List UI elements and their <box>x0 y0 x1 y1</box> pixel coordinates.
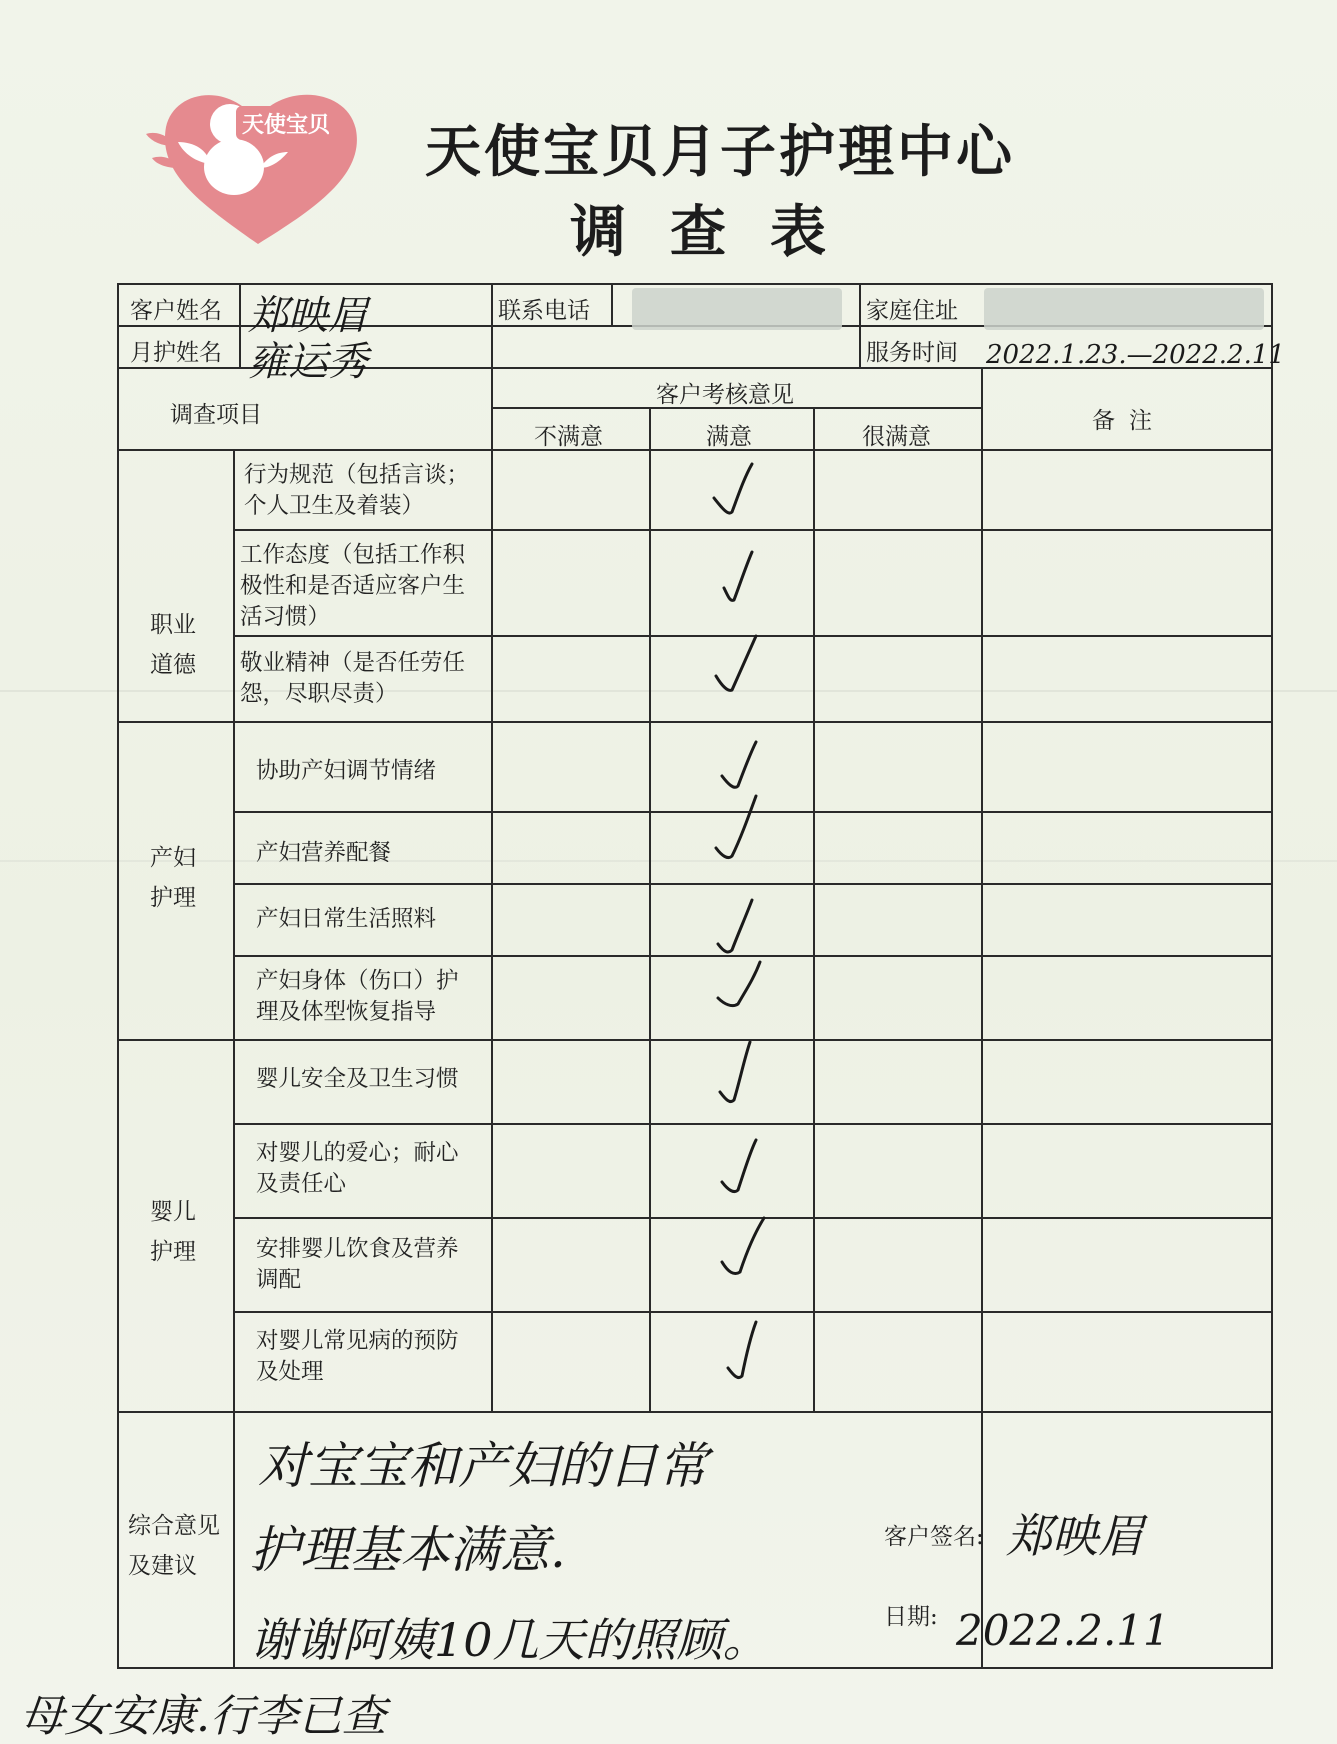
survey-items-header: 调查项目 <box>170 402 262 428</box>
survey-item-text: 敬业精神（是否任劳任 怨，尽职尽责） <box>240 650 466 707</box>
checkmark-icon <box>718 900 752 952</box>
page-subtitle: 调查表 <box>570 200 870 265</box>
survey-item-text: 安排婴儿饮食及营养 调配 <box>256 1236 459 1293</box>
address-value-redacted <box>984 288 1264 330</box>
summary-label: 综合意见及建议 <box>128 1513 220 1579</box>
checkmark-icon <box>718 962 760 1006</box>
checkmark-icon <box>716 796 756 858</box>
checkmark-icon <box>722 742 756 787</box>
signature-label: 客户签名: <box>884 1524 984 1550</box>
checkmark-icon <box>728 1322 756 1378</box>
survey-item-text: 婴儿安全及卫生习惯 <box>256 1066 459 1092</box>
survey-item-text: 行为规范（包括言谈； 个人卫生及着装） <box>244 462 470 519</box>
survey-item-text: 产妇营养配餐 <box>256 840 392 866</box>
phone-label: 联系电话 <box>498 298 590 324</box>
checkmark-icon <box>724 552 752 600</box>
service-time-value: 2022.1.23.—2022.2.11 <box>986 340 1285 370</box>
checkmarks <box>714 464 764 1378</box>
summary-line-3: 谢谢阿姨10几天的照顾。 <box>250 1613 769 1667</box>
survey-item-text: 工作态度（包括工作积 极性和是否适应客户生 活习惯） <box>240 542 466 630</box>
rating-very-satisfied: 很满意 <box>862 424 931 450</box>
survey-item-text: 对婴儿的爱心；耐心 及责任心 <box>256 1140 459 1197</box>
survey-item-text: 产妇日常生活照料 <box>256 906 437 932</box>
survey-item-text: 产妇身体（伤口）护 理及体型恢复指导 <box>256 968 459 1025</box>
checkmark-icon <box>720 1042 750 1102</box>
signature-value: 郑映眉 <box>1006 1509 1144 1563</box>
summary-line-1: 对宝宝和产妇的日常 <box>258 1437 708 1495</box>
opinion-header: 客户考核意见 <box>656 382 794 408</box>
nurse-name-value: 雍运秀 <box>248 339 368 385</box>
date-label: 日期: <box>884 1604 938 1630</box>
summary-line-2: 护理基本满意. <box>250 1521 566 1579</box>
remarks-header: 备注 <box>1092 408 1166 434</box>
checkmark-icon <box>722 1218 764 1274</box>
nurse-name-label: 月护姓名 <box>130 340 222 366</box>
address-label: 家庭住址 <box>866 298 958 324</box>
category-professional-ethics: 职业道德 <box>150 612 196 678</box>
survey-item-text: 协助产妇调节情绪 <box>256 758 437 784</box>
phone-value-redacted <box>632 288 842 330</box>
category-baby-care: 婴儿护理 <box>150 1199 196 1265</box>
checkmark-icon <box>722 1140 756 1192</box>
customer-name-value: 郑映眉 <box>248 293 368 339</box>
rating-unsatisfied: 不满意 <box>534 424 603 450</box>
customer-name-label: 客户姓名 <box>130 298 222 324</box>
rating-satisfied: 满意 <box>706 424 752 450</box>
category-mother-care: 产妇护理 <box>150 845 196 911</box>
checkmark-icon <box>716 636 756 690</box>
logo-text: 天使宝贝 <box>242 113 331 138</box>
date-value: 2022.2.11 <box>956 1606 1170 1655</box>
survey-item-text: 对婴儿常见病的预防 及处理 <box>256 1328 459 1385</box>
service-time-label: 服务时间 <box>866 340 958 366</box>
page-title: 天使宝贝月子护理中心 <box>425 120 1015 185</box>
footnote-handwriting: 母女安康.行李已查 <box>20 1691 386 1742</box>
checkmark-icon <box>714 464 752 513</box>
